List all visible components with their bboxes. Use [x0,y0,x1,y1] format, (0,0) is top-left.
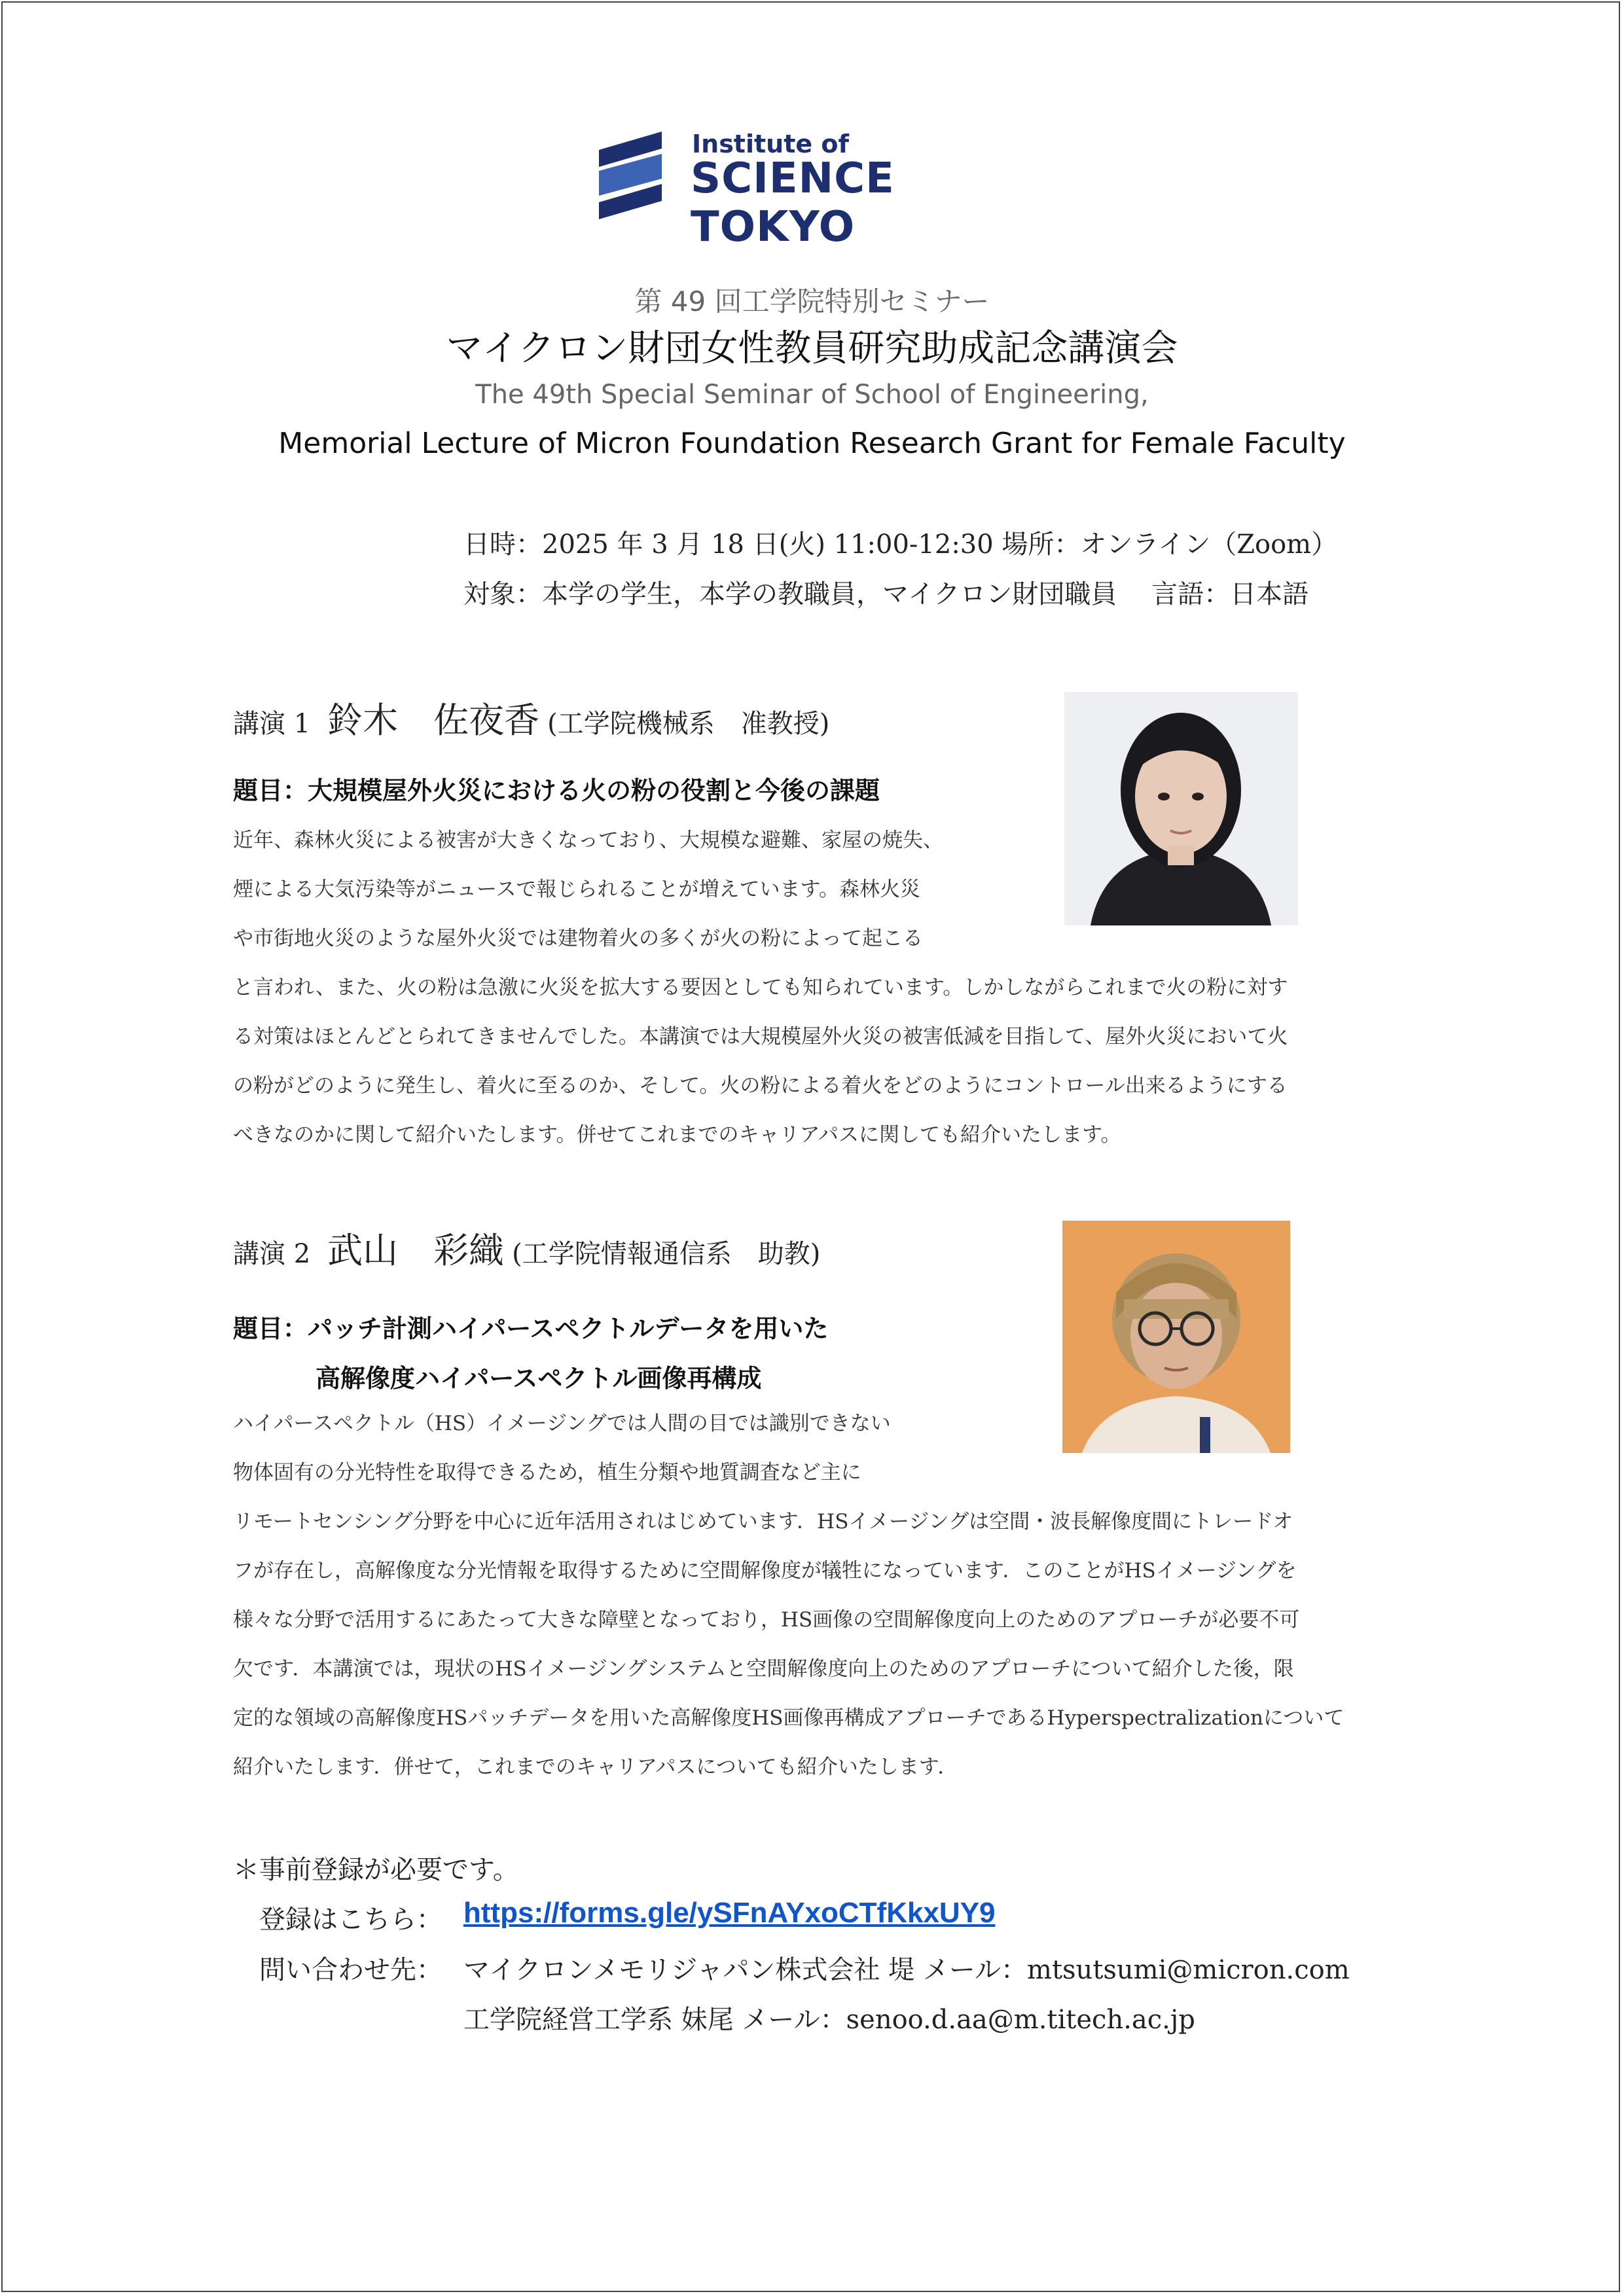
contact-micron: マイクロンメモリジャパン株式会社 堤 メール：mtsutsumi@micron.com [463,1955,1350,1985]
lecture2-title-line1: 題目：パッチ計測ハイパースペクトルデータを用いた [233,1314,829,1343]
logo-line2: SCIENCE TOKYO [691,154,895,251]
lecture1-header [233,692,829,743]
lecture2-abstract [233,1399,1344,1792]
lecture2-line: 定的な領域の高解像度HSパッチデータを用いた高解像度HS画像再構成アプローチであるHyperspectralizationについて [233,1706,1344,1730]
registration-note: ＊事前登録が必要です。 [233,1855,519,1885]
logo-mark-icon [599,132,668,220]
seminar-number: 第 49 回工学院特別セミナー [634,285,990,317]
lecture1-speaker: 鈴木 佐夜香 [327,700,540,741]
lecture2-line: 物体固有の分光特性を取得できるため，植生分類や地質調査など主に [233,1461,861,1484]
lecture2-line: リモートセンシング分野を中心に近年活用されはじめています．HSイメージングは空間・波長解像度間にトレードオ [233,1510,1293,1534]
contact-titech: 工学院経営工学系 妹尾 メール：senoo.d.aa@m.titech.ac.jp [463,2005,1195,2035]
lecture1-line: 煙による大気汚染等がニュースで報じられることが増えています。森林火災 [233,878,920,901]
lecture1-line: と言われ、また、火の粉は急激に火災を拡大する要因としても知られています。しかしながらこれまで火の粉に対す [233,976,1288,999]
lecture1-affiliation: (工学院機械系 准教授) [547,709,830,739]
registration-label: 登録はこちら： [259,1905,442,1935]
lecture1-title: 題目：大規模屋外火災における火の粉の役割と今後の課題 [233,776,880,805]
seminar-subtitle-en: The 49th Special Seminar of School of Engineering, [475,380,1149,410]
lecture1-line: や市街地火災のような屋外火災では建物着火の多くが火の粉によって起こる [233,927,923,950]
seminar-title-jp: マイクロン財団女性教員研究助成記念講演会 [446,327,1178,370]
logo-line1: Institute of [692,130,850,158]
lecture2-line: フが存在し，高解像度な分光情報を取得するために空間解像度が犠牲になっています．このことがHSイメージングを [233,1559,1297,1583]
lecture1-line: 近年、森林火災による被害が大きくなっており、大規模な避難、家屋の焼失、 [233,829,943,852]
seminar-title-en: Memorial Lecture of Micron Foundation Research Grant for Female Faculty [278,427,1346,460]
lecture2-header [233,1223,820,1273]
datetime-venue: 日時：2025 年 3 月 18 日(火) 11:00-12:30 場所：オンライン（Zoom） [463,529,1338,560]
audience-language: 対象：本学の学生，本学の教職員，マイクロン財団職員 言語：日本語 [463,579,1309,609]
lecture2-title-line2: 高解像度ハイパースペクトル画像再構成 [316,1363,762,1393]
lecture2-line: 欠です．本講演では，現状のHSイメージングシステムと空間解像度向上のためのアプローチについて紹介した後，限 [233,1657,1294,1681]
lecture2-line: 紹介いたします．併せて，これまでのキャリアパスについても紹介いたします． [233,1755,958,1779]
institute-logo [599,130,1057,251]
lecture1-abstract [233,816,1288,1160]
registration-link[interactable]: https://forms.gle/ySFnAYxoCTfKkxUY9 [463,1897,996,1929]
contact-label: 問い合わせ先： [259,1955,442,1985]
lecture1-label: 講演 1 [233,709,311,739]
lecture2-speaker: 武山 彩織 [327,1230,505,1271]
lecture2-affiliation: (工学院情報通信系 助教) [512,1239,821,1269]
lecture1-line: べきなのかに関して紹介いたします。併せてこれまでのキャリアパスに関しても紹介いたします。 [233,1123,1121,1147]
lecture2-line: ハイパースペクトル（HS）イメージングでは人間の目では識別できない [233,1412,891,1435]
lecture2-label: 講演 2 [233,1239,311,1269]
lecture2-line: 様々な分野で活用するにあたって大きな障壁となっており，HS画像の空間解像度向上のためのアプローチが必要不可 [233,1608,1300,1632]
lecture1-line: る対策はほとんどとられてきませんでした。本講演では大規模屋外火災の被害低減を目指して、屋外火災において火 [233,1025,1288,1049]
lecture1-line: の粉がどのように発生し、着火に至るのか、そして。火の粉による着火をどのようにコントロール出来るようにする [233,1074,1288,1098]
